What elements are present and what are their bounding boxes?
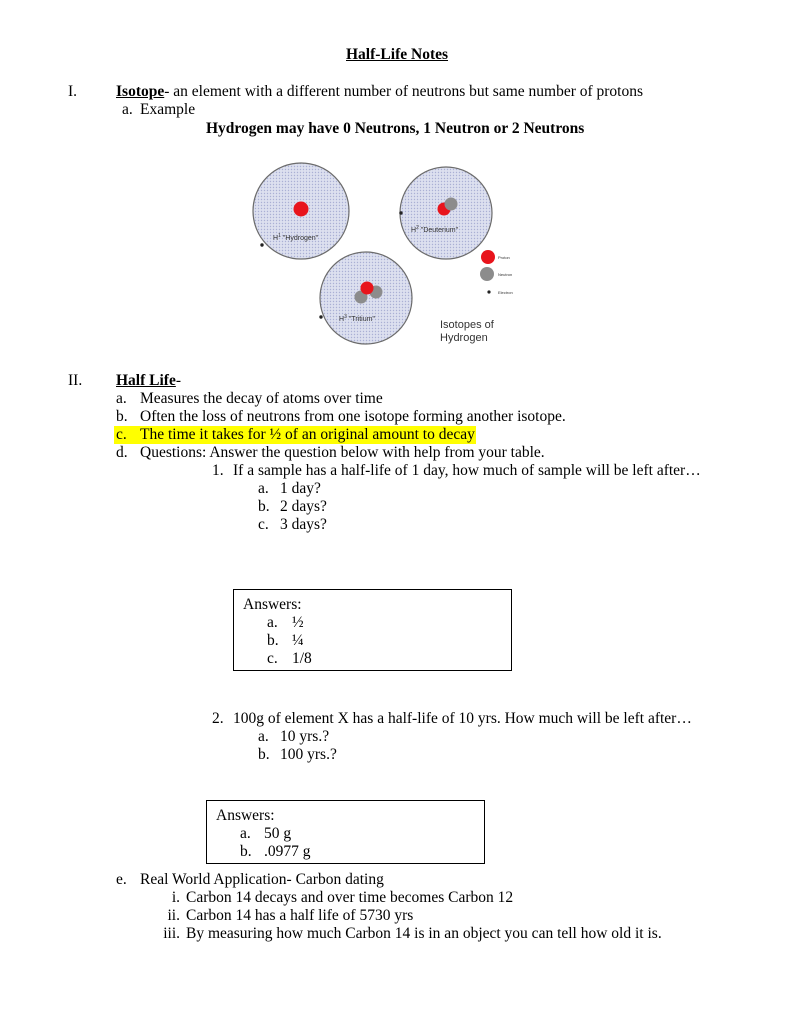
example-heading: Hydrogen may have 0 Neutrons, 1 Neutron or 2 Neutrons (206, 120, 585, 137)
section-2-numeral: II. (68, 372, 83, 389)
legend (480, 250, 513, 295)
proton-legend-icon (481, 250, 495, 264)
item-e-marker: e. (116, 871, 127, 888)
q1-part-b-text: 2 days? (280, 498, 327, 515)
item-c-marker: c. (116, 426, 127, 443)
tritium-label: $H^3$ "Tritium" (339, 314, 375, 323)
half-life-term-suffix: - (175, 372, 182, 389)
q1-part-b-marker: b. (258, 498, 270, 515)
hydrogen-atom (253, 163, 349, 259)
answer-2-a-text: 50 g (264, 825, 292, 842)
hydrogen-label: $H^1$ "Hydrogen" (273, 233, 319, 242)
proton-icon (361, 282, 374, 295)
deuterium-atom (399, 167, 492, 259)
item-e-text: Real World Application- Carbon dating (140, 871, 384, 888)
answers-2-title: Answers: (216, 807, 275, 824)
neutron-legend-label: Neutron (498, 272, 513, 277)
half-life-term: Half Life (116, 372, 176, 389)
proton-icon (294, 202, 309, 217)
caption-line-1: Isotopes of (440, 319, 494, 331)
isotopes-diagram (245, 156, 545, 352)
section-1-line (116, 83, 643, 101)
item-d-marker: d. (116, 444, 128, 461)
item-e-i-text: Carbon 14 decays and over time becomes Carbon 12 (186, 889, 514, 906)
item-a-marker: a. (116, 390, 127, 407)
q1-part-c-marker: c. (258, 516, 269, 533)
q2-text: 100g of element X has a half-life of 10 yrs. How much will be left after… (233, 710, 692, 727)
item-e-iii-text: By measuring how much Carbon 14 is in an object you can tell how old it is. (186, 925, 662, 942)
answer-1-a-text: ½ (292, 614, 304, 631)
answer-2-b-marker: b. (240, 843, 252, 860)
q2-part-a-marker: a. (258, 728, 269, 745)
q1-marker: 1. (212, 462, 224, 479)
q1-part-a-text: 1 day? (280, 480, 321, 497)
tritium-atom (319, 252, 412, 344)
item-e-iii-marker: iii. (163, 925, 180, 942)
electron-icon (260, 243, 263, 246)
q2-marker: 2. (212, 710, 224, 727)
section-1-numeral: I. (68, 83, 78, 100)
item-a-text: Measures the decay of atoms over time (140, 390, 383, 407)
neutron-icon (445, 198, 458, 211)
caption-line-2: Hydrogen (440, 332, 488, 344)
q2-part-b-text: 100 yrs.? (280, 746, 337, 763)
answer-1-c-text: 1/8 (292, 650, 312, 667)
q1-part-c-text: 3 days? (280, 516, 327, 533)
item-e-ii-text: Carbon 14 has a half life of 5730 yrs (186, 907, 414, 924)
isotope-definition: - an element with a different number of neutrons but same number of protons (164, 83, 644, 100)
electron-icon (319, 315, 322, 318)
electron-legend-label: Electron (498, 290, 513, 295)
section-2-heading (116, 372, 181, 390)
answer-2-a-marker: a. (240, 825, 251, 842)
q2-part-b-marker: b. (258, 746, 270, 763)
answer-1-a-marker: a. (267, 614, 278, 631)
answers-1-title: Answers: (243, 596, 302, 613)
page-title: Half-Life Notes (346, 46, 449, 63)
q2-part-a-text: 10 yrs.? (280, 728, 330, 745)
answer-1-c-marker: c. (267, 650, 278, 667)
neutron-legend-icon (480, 267, 494, 281)
isotope-term: Isotope (116, 83, 165, 100)
electron-icon (399, 211, 402, 214)
answer-1-b-marker: b. (267, 632, 279, 649)
item-b-text: Often the loss of neutrons from one isotope forming another isotope. (140, 408, 566, 425)
item-d-text: Questions: Answer the question below with help from your table. (140, 444, 545, 461)
item-e-i-marker: i. (171, 889, 180, 906)
item-e-ii-marker: ii. (167, 907, 180, 924)
electron-legend-icon (487, 290, 490, 293)
q1-part-a-marker: a. (258, 480, 269, 497)
example-marker: a. (122, 101, 133, 118)
item-b-marker: b. (116, 408, 128, 425)
deuterium-label: $H^2$ "Deuterium" (411, 225, 459, 234)
answer-1-b-text: ¼ (292, 632, 304, 649)
item-c-text: The time it takes for ½ of an original amount to decay (140, 426, 475, 443)
answer-2-b-text: .0977 g (264, 843, 311, 860)
q1-text: If a sample has a half-life of 1 day, how much of sample will be left after… (233, 462, 701, 479)
example-label: Example (140, 101, 196, 118)
proton-legend-label: Proton (498, 255, 510, 260)
